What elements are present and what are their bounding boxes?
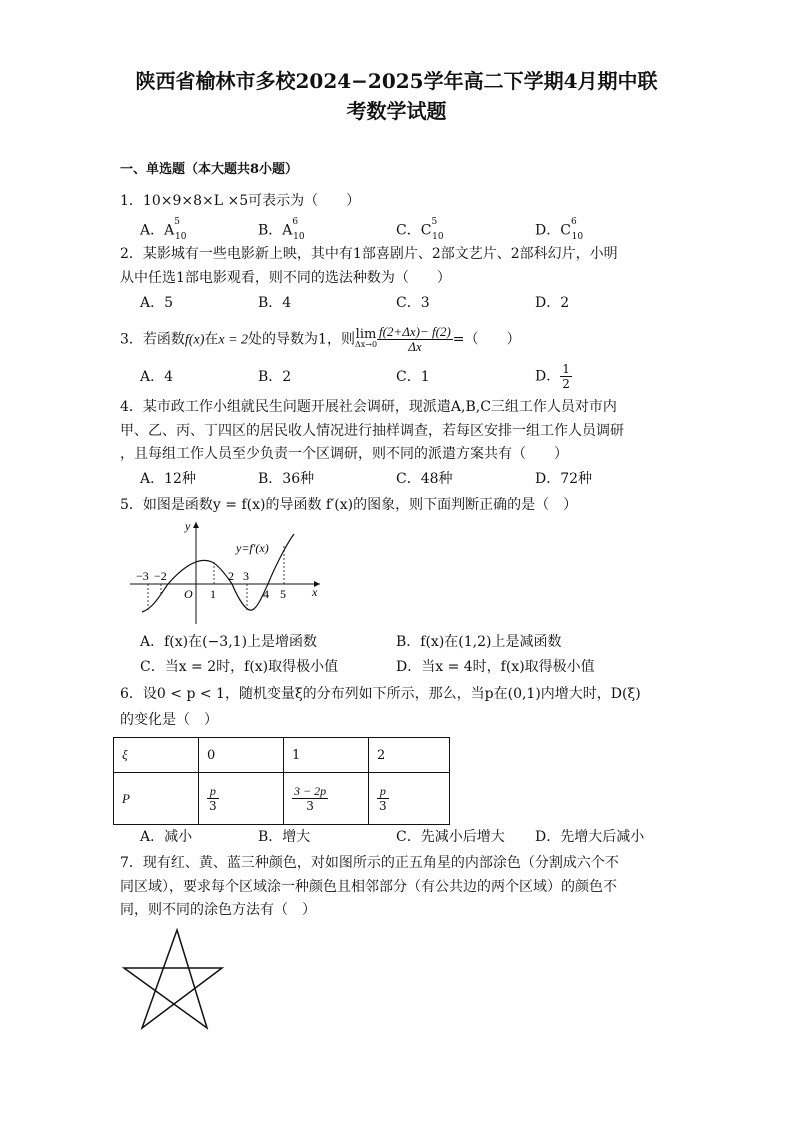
q5-option-b: B．f(x)在(1,2)上是减函数 (396, 634, 562, 650)
q5-option-d: D．当x = 4时，f(x)取得极小值 (396, 659, 595, 675)
q6-option-a: A．减小 (140, 829, 193, 845)
q3-option-b: B．2 (258, 369, 292, 385)
section-heading: 一、单选题（本大题共8小题） (120, 162, 299, 177)
q4-line3: ，且每组工作人员至少负责一个区调研，则不同的派遣方案共有（ ） (120, 446, 568, 462)
q5-stem: 5．如图是函数y = f(x)的导函数 f′(x)的图象，则下面判断正确的是（ ） (120, 497, 578, 513)
document-title-line1: 陕西省榆林市多校2024−2025学年高二下学期4月期中联 (135, 69, 658, 93)
table-cell: $\frac{p}{3}$ (369, 773, 450, 825)
table-cell: $\frac{3 - 2p}{3}$ (284, 773, 369, 825)
x-axis-label: x (312, 585, 318, 599)
q6-option-c: C．先减小后增大 (396, 829, 505, 845)
q4-option-d: D．72种 (535, 471, 593, 487)
q1-option-a: A．$A^5_{10}$ (140, 217, 187, 243)
table-cell: P (114, 773, 199, 825)
q5-option-a: A．f(x)在(−3,1)上是增函数 (140, 634, 318, 650)
q4-option-a: A．12种 (140, 471, 196, 487)
q4-option-b: B．36种 (258, 471, 315, 487)
pentagram-outline (124, 930, 222, 1028)
pentagram-figure (120, 928, 226, 1032)
q3-option-a: A．4 (140, 369, 174, 385)
tick-label: 4 (263, 587, 269, 601)
tick-label: 5 (280, 587, 286, 601)
tick-label: 1 (210, 587, 216, 601)
q7-line2: 同区域），要求每个区域涂一种颜色且相邻部分（有公共边的两个区域）的颜色不 (120, 879, 617, 895)
q4-line2: 甲、乙、丙、丁四区的居民收人情况进行抽样调查，若每区安排一组工作人员调研 (120, 423, 624, 439)
q2-line2: 从中任选1部电影观看，则不同的选法种数为（ ） (120, 270, 451, 286)
q6-option-d: D．先增大后减小 (535, 829, 645, 845)
q4-option-c: C．48种 (396, 471, 453, 487)
tick-label: −3 (136, 569, 149, 583)
distribution-table (113, 737, 450, 825)
q4-line1: 4．某市政工作小组就民生问题开展社会调研，现派遣A,B,C三组工作人员对市内 (120, 399, 617, 415)
table-cell: 1 (284, 738, 369, 773)
q6-option-b: B．增大 (258, 829, 311, 845)
table-cell: 2 (369, 738, 450, 773)
q3-stem: 3．若函数f(x)在x = 2处的导数为1，则 lim Δx→0 $\frac{f(2+\Delta x)- f(2)}{\Delta x}$ =（ ） (120, 324, 521, 354)
q7-line1: 7．现有红、黄、蓝三种颜色，对如图所示的正五角星的内部涂色（分割成六个不 (120, 855, 619, 871)
tick-label: 2 (228, 569, 234, 583)
q6-line2: 的变化是（ ） (120, 712, 218, 728)
q1-option-c: C．$C^5_{10}$ (396, 217, 444, 243)
table-row (114, 773, 450, 825)
q2-option-d: D．2 (535, 295, 570, 311)
q3-option-d: D． $\frac{1}{2}$ (535, 362, 570, 391)
q2-option-b: B．4 (258, 295, 292, 311)
q1-option-b: B．$A^6_{10}$ (258, 217, 305, 243)
document-title-line2: 考数学试题 (346, 99, 447, 123)
q2-line1: 2．某影城有一些电影新上映，其中有1部喜剧片、2部文艺片、2部科幻片，小明 (120, 246, 618, 262)
origin-label: O (184, 587, 193, 601)
table-cell: ξ (114, 738, 199, 773)
q5-option-c: C．当x = 2时，f(x)取得极小值 (140, 659, 339, 675)
table-cell: 0 (199, 738, 284, 773)
q7-line3: 同，则不同的涂色方法有（ ） (120, 902, 316, 918)
q1-option-d: D．$C^6_{10}$ (535, 217, 584, 243)
derivative-graph (128, 516, 328, 626)
q3-option-c: C．1 (396, 369, 430, 385)
table-row (114, 738, 450, 773)
table-cell: $\frac{p}{3}$ (199, 773, 284, 825)
y-axis-label: y (185, 519, 191, 533)
q6-line1: 6．设0 < p < 1，随机变量ξ的分布列如下所示，那么，当p在(0,1)内增大时，D(ξ) (120, 686, 641, 702)
curve-label: y=f′(x) (236, 541, 269, 555)
q2-option-c: C．3 (396, 295, 430, 311)
q2-option-a: A．5 (140, 295, 174, 311)
tick-label: 3 (243, 569, 249, 583)
tick-label: −2 (154, 569, 167, 583)
q1-stem: 1．10×9×8×L ×5可表示为（ ） (120, 193, 361, 209)
